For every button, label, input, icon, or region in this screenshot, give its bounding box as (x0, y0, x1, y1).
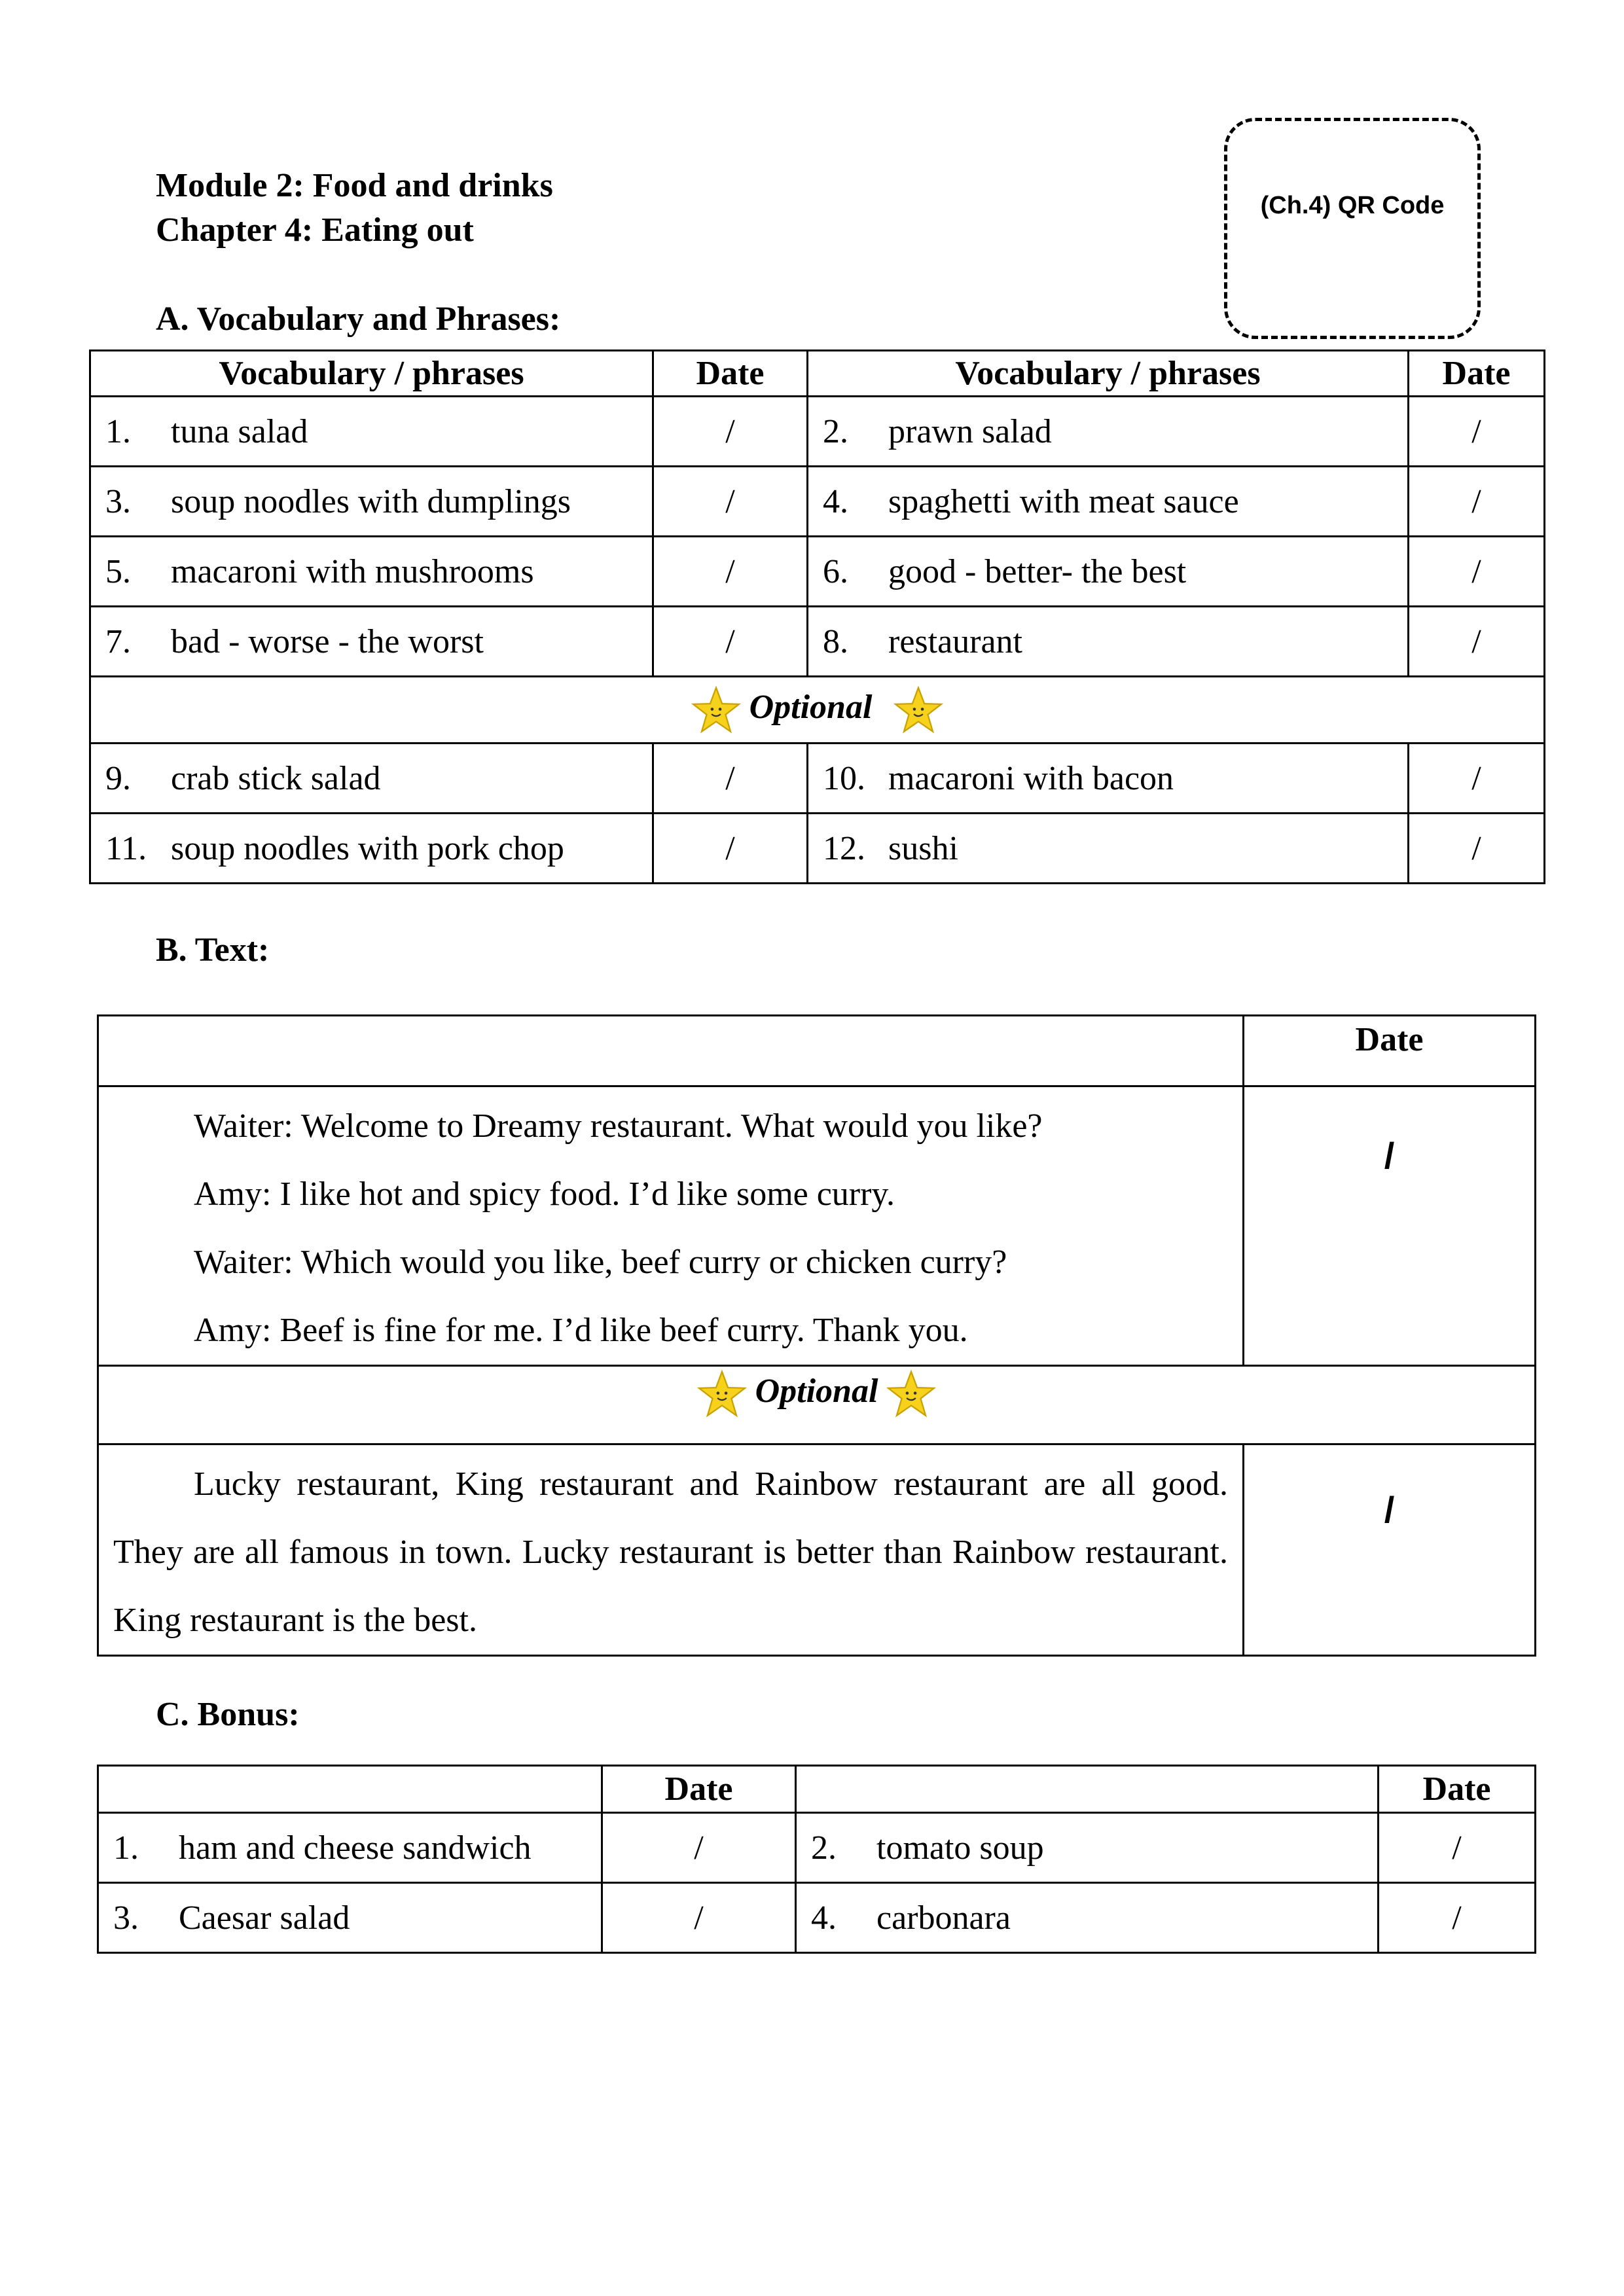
date-field: / (653, 397, 808, 467)
item-number: 4. (823, 482, 848, 520)
item-number: 3. (105, 482, 131, 520)
section-a-title: A. Vocabulary and Phrases: (156, 300, 561, 338)
col-header-date: Date (653, 351, 808, 397)
star-icon (697, 1369, 747, 1419)
optional-banner (90, 677, 1545, 744)
date-field: / (602, 1813, 796, 1883)
table-row (90, 607, 1545, 677)
vocab-item: ham and cheese sandwich (179, 1829, 532, 1867)
vocab-item: soup noodles with pork chop (171, 829, 564, 867)
chapter-title: Chapter 4: Eating out (156, 211, 474, 249)
qr-code-placeholder (1224, 118, 1481, 339)
vocab-item: spaghetti with meat sauce (888, 482, 1239, 520)
vocab-item: tomato soup (876, 1829, 1044, 1867)
date-field: / (1379, 1883, 1536, 1953)
date-field: / (1379, 1813, 1536, 1883)
table-row (90, 744, 1545, 814)
dialogue-line: Amy: I like hot and spicy food. I’d like some curry. (194, 1175, 895, 1213)
item-number: 8. (823, 622, 848, 660)
dialogue-line: Amy: Beef is fine for me. I’d like beef curry. Thank you. (194, 1312, 968, 1349)
date-field: / (1409, 537, 1545, 607)
item-number: 12. (823, 829, 865, 867)
vocabulary-table (89, 350, 1545, 884)
vocab-item: restaurant (888, 622, 1023, 660)
text-table (97, 1014, 1536, 1657)
vocab-item: crab stick salad (171, 759, 381, 797)
section-b-title: B. Text: (156, 931, 270, 969)
col-header-date: Date (1409, 351, 1545, 397)
item-number: 3. (113, 1899, 139, 1937)
vocab-item: carbonara (876, 1899, 1011, 1937)
col-header-date: Date (602, 1766, 796, 1813)
bonus-table (97, 1765, 1536, 1954)
star-icon (886, 1369, 936, 1419)
table-row (90, 537, 1545, 607)
star-icon (893, 685, 943, 735)
dialogue-line: Waiter: Welcome to Dreamy restaurant. What would you like? (194, 1107, 1043, 1145)
date-field: / (653, 814, 808, 884)
table-row (90, 814, 1545, 884)
table-row (98, 1813, 1536, 1883)
vocab-item: macaroni with bacon (888, 759, 1174, 797)
date-field: / (653, 607, 808, 677)
star-icon (691, 685, 741, 735)
date-field: / (1409, 397, 1545, 467)
col-header-date: Date (1379, 1766, 1536, 1813)
date-field: / (1409, 607, 1545, 677)
item-number: 10. (823, 759, 865, 797)
item-number: 2. (823, 412, 848, 450)
item-number: 1. (105, 412, 131, 450)
vocab-item: Caesar salad (179, 1899, 350, 1937)
optional-paragraph: Lucky restaurant, King restaurant and Rainbow restaurant are all good. They are all famous in town. Lucky restaurant is better than Rainbow restaurant. King restaurant is the best. (98, 1444, 1244, 1656)
table-row (90, 467, 1545, 537)
vocab-item: soup noodles with dumplings (171, 482, 571, 520)
item-number: 9. (105, 759, 131, 797)
table-row (90, 397, 1545, 467)
date-field: / (1409, 467, 1545, 537)
item-number: 11. (105, 829, 147, 867)
item-number: 7. (105, 622, 131, 660)
table-row (98, 1883, 1536, 1953)
optional-label: Optional (755, 1372, 878, 1410)
vocab-item: prawn salad (888, 412, 1052, 450)
item-number: 2. (811, 1829, 837, 1867)
date-field: / (653, 467, 808, 537)
qr-code-label: (Ch.4) QR Code (1260, 192, 1445, 219)
date-field: / (1409, 744, 1545, 814)
date-field: / (1244, 1086, 1536, 1366)
col-header-vocab: Vocabulary / phrases (808, 351, 1409, 397)
item-number: 4. (811, 1899, 837, 1937)
item-number: 6. (823, 552, 848, 590)
section-c-title: C. Bonus: (156, 1696, 300, 1733)
vocab-item: sushi (888, 829, 958, 867)
vocab-item: good - better- the best (888, 552, 1187, 590)
dialogue-text (98, 1086, 1244, 1366)
dialogue-line: Waiter: Which would you like, beef curry or chicken curry? (194, 1244, 1007, 1281)
item-number: 5. (105, 552, 131, 590)
col-header-date: Date (1244, 1016, 1536, 1086)
optional-banner (98, 1366, 1536, 1444)
date-field: / (653, 537, 808, 607)
vocab-item: macaroni with mushrooms (171, 552, 534, 590)
date-field: / (602, 1883, 796, 1953)
date-field: / (1244, 1444, 1536, 1656)
module-title: Module 2: Food and drinks (156, 167, 553, 204)
vocab-item: bad - worse - the worst (171, 622, 484, 660)
optional-label: Optional (749, 688, 873, 726)
date-field: / (1409, 814, 1545, 884)
col-header-vocab: Vocabulary / phrases (90, 351, 653, 397)
date-field: / (653, 744, 808, 814)
vocab-item: tuna salad (171, 412, 308, 450)
item-number: 1. (113, 1829, 139, 1867)
